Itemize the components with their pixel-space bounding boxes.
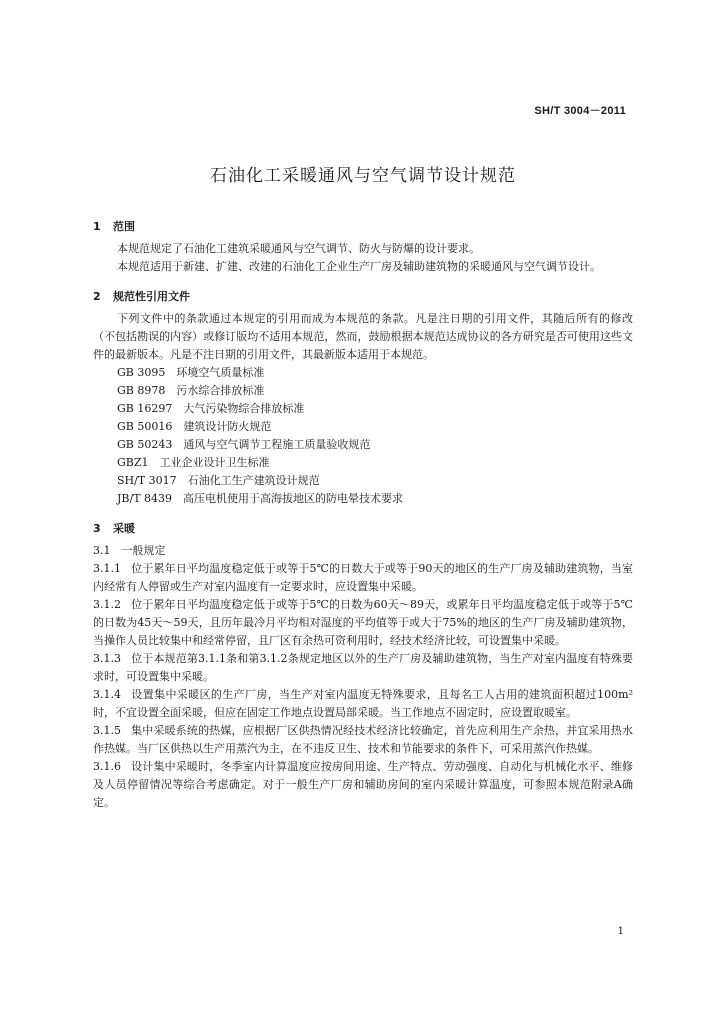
reference-item: GB 50243 通风与空气调节工程施工质量验收规范 [117, 438, 371, 451]
document-body [93, 218, 633, 812]
reference-item: GB 8978 污水综合排放标准 [117, 384, 265, 397]
reference-item: SH/T 3017 石油化工生产建筑设计规范 [117, 474, 320, 487]
section-number: 1 [93, 220, 101, 233]
reference-item: GBZ1 工业企业设计卫生标准 [117, 456, 270, 469]
clause [93, 596, 633, 650]
reference-item: GB 50016 建筑设计防火规范 [117, 420, 272, 433]
section-heading-1 [93, 218, 633, 236]
paragraph: 本规范适用于新建、扩建、改建的石油化工企业生产厂房及辅助建筑物的采暖通风与空气调节设计。 [117, 260, 601, 273]
clause [93, 758, 633, 812]
clause [93, 686, 633, 722]
clause-number: 3.1.5 [93, 724, 121, 737]
clause-text: 集中采暖系统的热媒，应根据厂区供热情况经技术经济比较确定，首先应利用生产余热，并宜采用热水作热媒。当厂区供热以生产用蒸汽为主，在不违反卫生、技术和节能要求的条件下，可采用蒸汽作热媒。 [93, 724, 633, 755]
clause [93, 722, 633, 758]
clause [93, 650, 633, 686]
clause-number: 3.1.3 [93, 652, 121, 665]
section-number: 2 [93, 290, 101, 303]
clause-number: 3.1.2 [93, 598, 121, 611]
paragraph: 下列文件中的条款通过本规定的引用而成为本规范的条款。凡是注日期的引用文件，其随后所有的修改（不包括勘误的内容）或修订版均不适用本规范，然而，鼓励根据本规范达成协议的各方研究是否可使用这些文件的最新版本。凡是不注日期的引用文件，其最新版本适用于本规范。 [93, 312, 633, 361]
clause-number: 3.1.1 [93, 562, 121, 575]
section-number: 3 [93, 522, 101, 535]
section-title: 采暖 [113, 522, 135, 535]
page-title: 石油化工采暖通风与空气调节设计规范 [210, 166, 516, 186]
section-title: 范围 [113, 220, 135, 233]
section-title: 规范性引用文件 [113, 290, 190, 303]
clause-number: 3.1.4 [93, 688, 121, 701]
clause-number: 3.1.6 [93, 760, 121, 773]
clause-text: 位于累年日平均温度稳定低于或等于5℃的日数大于或等于90天的地区的生产厂房及辅助建筑物，当室内经常有人停留或生产对室内温度有一定要求时，应设置集中采暖。 [93, 562, 633, 593]
reference-item: GB 3095 环境空气质量标准 [117, 366, 265, 379]
section-heading-3 [93, 520, 633, 538]
section-heading-2 [93, 288, 633, 306]
clause-text: 设置集中采暖区的生产厂房，当生产对室内温度无特殊要求，且每名工人占用的建筑面积超过100m²时，不宜设置全面采暖，但应在固定工作地点设置局部采暖。当工作地点不固定时，应设置取暖室。 [93, 688, 633, 719]
clause-text: 设计集中采暖时，冬季室内计算温度应按房间用途、生产特点、劳动强度、自动化与机械化水平、维修及人员停留情况等综合考虑确定。对于一般生产厂房和辅助房间的室内采暖计算温度，可参照本规范附录A确定。 [93, 760, 633, 809]
clause [93, 560, 633, 596]
paragraph: 本规范规定了石油化工建筑采暖通风与空气调节、防火与防爆的设计要求。 [117, 242, 480, 255]
clause-text: 位于累年日平均温度稳定低于或等于5℃的日数为60天～89天，或累年日平均温度稳定低于或等于5℃的日数为45天～59天，且历年最冷月平均相对湿度的平均值等于或大于75%的地区的生产厂房及辅助建筑物，当操作人员比较集中和经常停留，且厂区有余热可资利用时，经技术经济比较，可设置集中采暖。 [93, 598, 633, 647]
standard-code: SH/T 3004－2011 [534, 105, 626, 117]
clause-text: 位于本规范第3.1.1条和第3.1.2条规定地区以外的生产厂房及辅助建筑物，当生产对室内温度有特殊要求时，可设置集中采暖。 [93, 652, 633, 683]
reference-item: JB/T 8439 高压电机使用于高海拔地区的防电晕技术要求 [117, 492, 404, 505]
subsection-heading: 3.1 一般规定 [93, 544, 166, 557]
reference-item: GB 16297 大气污染物综合排放标准 [117, 402, 305, 415]
page-number: 1 [617, 926, 624, 937]
